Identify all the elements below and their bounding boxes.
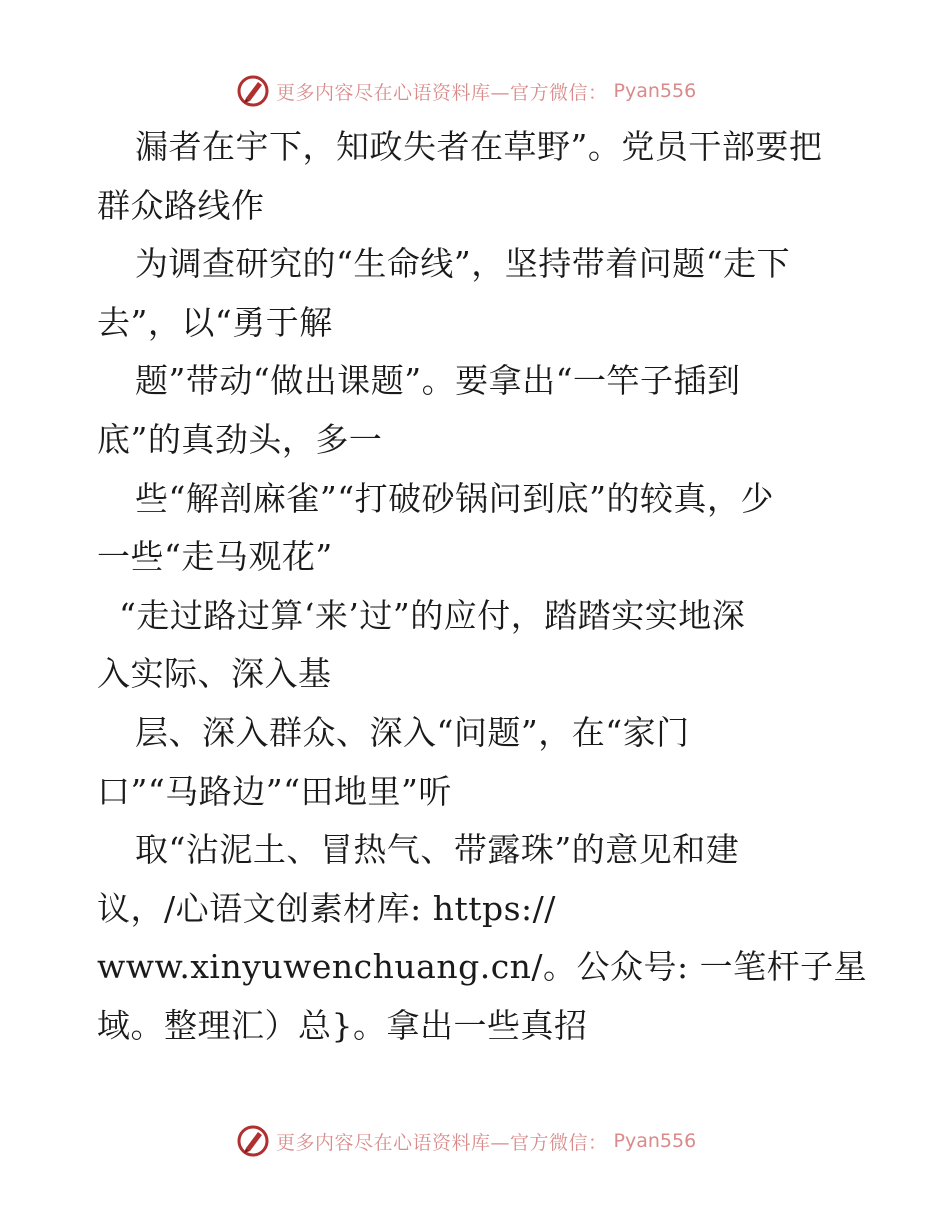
text-line: 域。整理汇）总}。拿出一些真招 xyxy=(97,1005,588,1045)
pen-logo-icon xyxy=(236,74,270,108)
text-line: 层、深入群众、深入“问题”，在“家门 xyxy=(135,712,690,752)
header-banner xyxy=(236,71,696,111)
text-line: 群众路线作 xyxy=(97,185,265,225)
footer-banner-text: 更多内容尽在心语资料库—官方微信： xyxy=(276,1131,608,1154)
text-line: 底”的真劲头，多一 xyxy=(97,419,383,459)
text-line: 题”带动“做出课题”。要拿出“一竿子插到 xyxy=(135,361,741,401)
footer-banner xyxy=(236,1121,696,1161)
header-banner-text: 更多内容尽在心语资料库—官方微信： xyxy=(276,81,608,104)
text-line: 入实际、深入基 xyxy=(97,654,332,694)
text-line: 为调查研究的“生命线”，坚持带着问题“走下 xyxy=(135,244,791,284)
text-line: 去”，以“勇于解 xyxy=(97,302,333,342)
text-line: 些“解剖麻雀”“打破砂锅问到底”的较真，少 xyxy=(135,478,774,518)
text-line: 一些“走马观花” xyxy=(97,537,333,577)
document-body xyxy=(97,118,897,1056)
text-line: 漏者在宇下，知政失者在草野”。党员干部要把 xyxy=(135,127,823,166)
pen-logo-icon xyxy=(236,1124,270,1158)
text-line: 口”“马路边”“田地里”听 xyxy=(97,771,452,811)
header-banner-id: Pyan556 xyxy=(613,80,697,102)
text-line: 议，/心语文创素材库: https:// xyxy=(97,888,556,928)
text-line: 取“沾泥土、冒热气、带露珠”的意见和建 xyxy=(135,830,740,870)
text-line: “走过路过算‘来’过”的应付，踏踏实实地深 xyxy=(119,595,746,635)
footer-banner-id: Pyan556 xyxy=(613,1130,697,1152)
text-line: www.xinyuwenchuang.cn/。公众号: 一笔杆子星 xyxy=(97,947,868,987)
